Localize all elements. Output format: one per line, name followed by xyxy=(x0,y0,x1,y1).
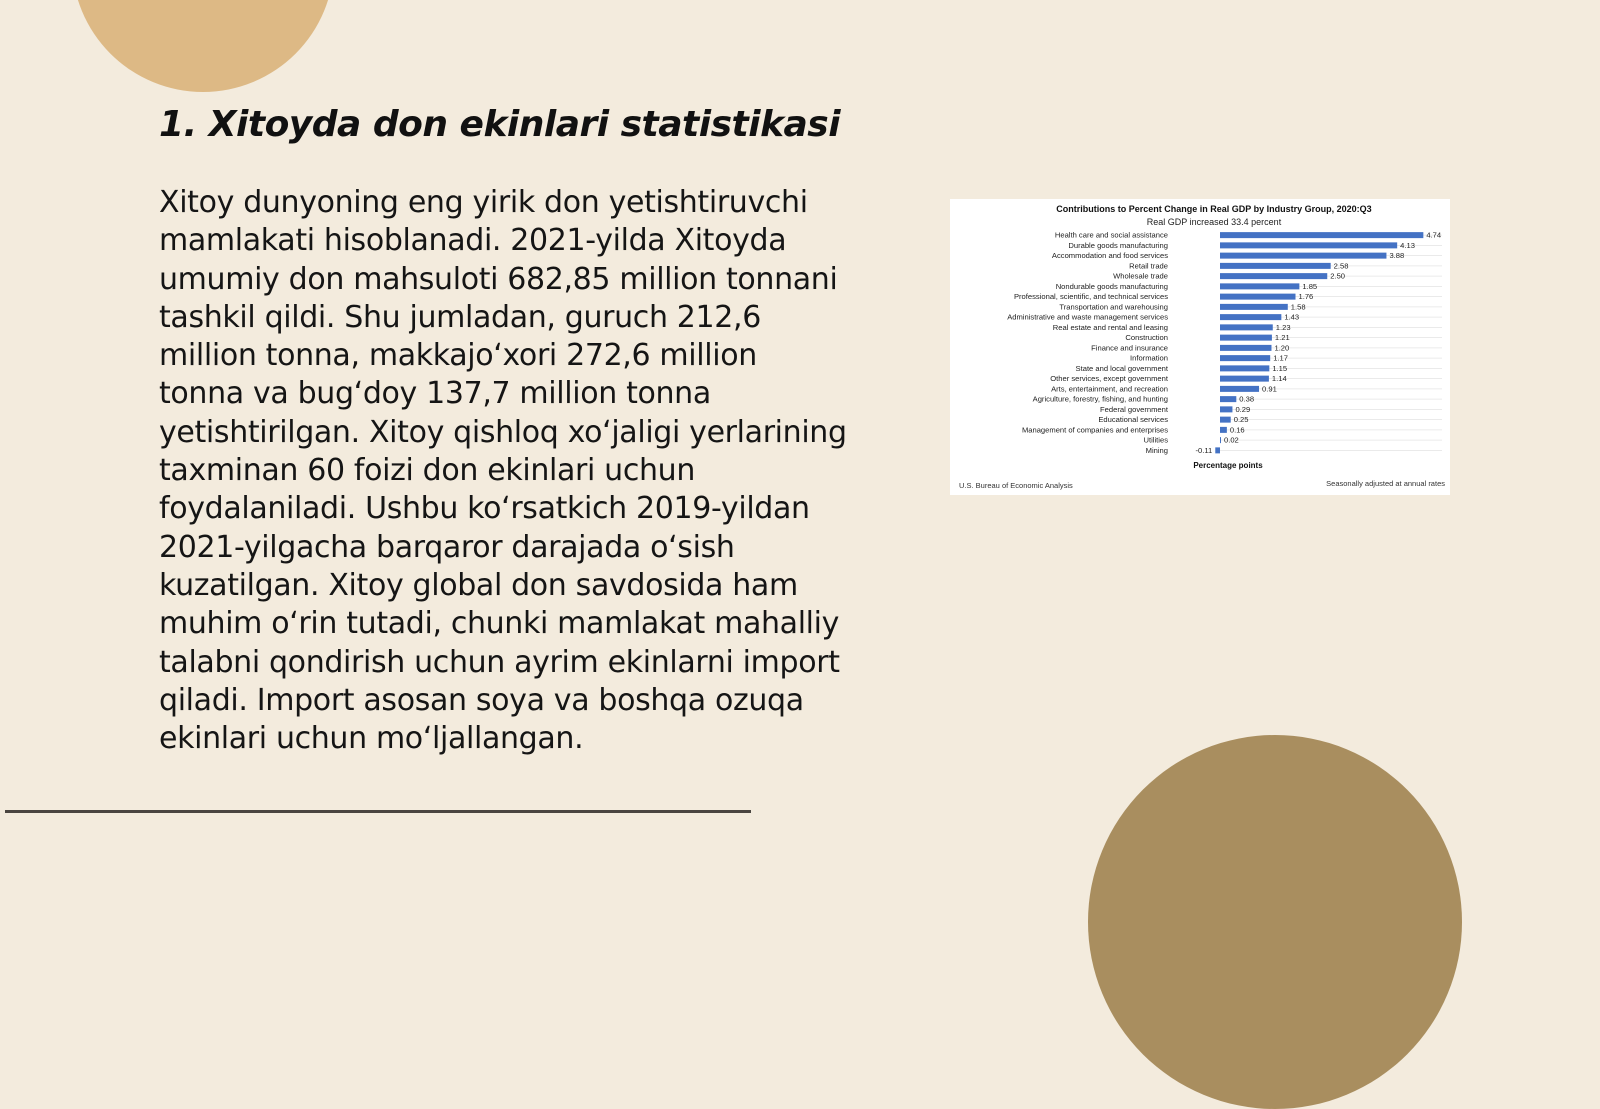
category-label: Real estate and rental and leasing xyxy=(1052,322,1168,332)
category-label: Durable goods manufacturing xyxy=(1068,240,1168,250)
category-label: Agriculture, forestry, fishing, and hunting xyxy=(1032,394,1168,404)
bar-value-label: 0.91 xyxy=(1262,384,1277,394)
bar-value-label: 0.38 xyxy=(1239,394,1255,404)
chart-x-axis-label: Percentage points xyxy=(1193,461,1263,470)
chart-bar xyxy=(1220,345,1271,351)
gdp-bar-chart xyxy=(950,199,1450,495)
decorative-circle-top xyxy=(72,0,334,92)
bar-value-label: 2.58 xyxy=(1333,261,1349,271)
chart-bar xyxy=(1220,376,1269,382)
chart-bar xyxy=(1220,355,1270,361)
category-label: Accommodation and food services xyxy=(1051,251,1168,261)
chart-subtitle: Real GDP increased 33.4 percent xyxy=(1146,217,1282,227)
chart-bar xyxy=(1220,294,1296,300)
category-label: Professional, scientific, and technical services xyxy=(1013,292,1168,302)
category-label: Wholesale trade xyxy=(1113,271,1168,281)
chart-note: Seasonally adjusted at annual rates xyxy=(1326,479,1445,488)
chart-bar xyxy=(1220,417,1231,423)
chart-bar xyxy=(1220,365,1269,371)
bar-value-label: 4.13 xyxy=(1400,240,1415,250)
decorative-circle-bottom xyxy=(1088,735,1462,1109)
chart-bar xyxy=(1220,406,1232,412)
category-label: Transportation and warehousing xyxy=(1059,302,1168,312)
category-label: Educational services xyxy=(1098,415,1168,425)
category-label: Management of companies and enterprises xyxy=(1021,425,1168,435)
chart-bar xyxy=(1220,427,1227,433)
bar-value-label: 1.43 xyxy=(1284,312,1300,322)
bar-value-label: 1.85 xyxy=(1302,281,1318,291)
chart-bar xyxy=(1220,437,1221,443)
category-label: Nondurable goods manufacturing xyxy=(1055,281,1168,291)
slide-title: 1. Xitoyda don ekinlari statistikasi xyxy=(159,104,841,145)
chart-bar xyxy=(1220,324,1273,330)
chart-bar xyxy=(1220,283,1299,289)
bar-value-label: -0.11 xyxy=(1195,445,1213,455)
chart-source: U.S. Bureau of Economic Analysis xyxy=(959,481,1073,490)
category-label: Other services, except government xyxy=(1050,374,1168,384)
bar-value-label: 1.15 xyxy=(1272,363,1288,373)
category-label: Retail trade xyxy=(1129,261,1168,271)
bar-value-label: 0.25 xyxy=(1233,415,1249,425)
bar-value-label: 0.29 xyxy=(1235,404,1251,414)
chart-bar xyxy=(1215,447,1220,453)
category-label: Administrative and waste management services xyxy=(1007,312,1168,322)
category-label: Arts, entertainment, and recreation xyxy=(1051,384,1168,394)
category-label: Federal government xyxy=(1100,404,1168,414)
category-label: Finance and insurance xyxy=(1091,343,1168,353)
category-label: Construction xyxy=(1125,333,1168,343)
bar-value-label: 4.74 xyxy=(1426,230,1442,240)
bar-value-label: 0.16 xyxy=(1229,425,1245,435)
chart-title: Contributions to Percent Change in Real GDP by Industry Group, 2020:Q3 xyxy=(1056,204,1372,214)
bar-value-label: 1.23 xyxy=(1275,322,1291,332)
chart-bar xyxy=(1220,396,1236,402)
chart-bar xyxy=(1220,232,1423,238)
bar-value-label: 2.50 xyxy=(1330,271,1346,281)
chart-bar xyxy=(1220,304,1288,310)
divider-line xyxy=(5,810,751,813)
chart-bar xyxy=(1220,335,1272,341)
chart-bar xyxy=(1220,242,1397,248)
bar-value-label: 1.17 xyxy=(1273,353,1288,363)
slide-body-text: Xitoy dunyoning eng yirik don yetishtiruvchi mamlakati hisoblanadi. 2021-yilda Xitoyda umumiy don mahsuloti 682,85 million tonnani tashkil qildi. Shu jumladan, guruch 212,6 million tonna, makkajo‘xori 272,6 million tonna va bug‘doy 137,7 million tonna yetishtirilgan. Xitoy qishloq xo‘jaligi yerlarining taxminan 60 foizi don ekinlari uchun foydalaniladi. Ushbu ko‘rsatkich 2019-yildan 2021-yilgacha barqaror darajada o‘sish kuzatilgan. Xitoy global don savdosida ham muhim o‘rin tutadi, chunki mamlakat mahalliy talabni qondirish uchun ayrim ekinlarni import qiladi. Import asosan soya va boshqa ozuqa ekinlari uchun mo‘ljallangan. xyxy=(159,185,847,757)
chart-bar xyxy=(1220,314,1281,320)
bar-value-label: 1.14 xyxy=(1271,374,1287,384)
bar-value-label: 0.02 xyxy=(1224,435,1239,445)
bar-value-label: 1.76 xyxy=(1298,292,1314,302)
bar-value-label: 3.88 xyxy=(1389,251,1405,261)
chart-bar xyxy=(1220,386,1259,392)
bar-value-label: 1.20 xyxy=(1274,343,1290,353)
category-label: Information xyxy=(1130,353,1168,363)
category-label: Mining xyxy=(1145,445,1168,455)
category-label: Health care and social assistance xyxy=(1054,230,1168,240)
chart-bar xyxy=(1220,253,1386,259)
chart-bar xyxy=(1220,263,1331,269)
bar-value-label: 1.58 xyxy=(1290,302,1306,312)
gdp-chart-image xyxy=(950,199,1450,495)
chart-bar xyxy=(1220,273,1327,279)
bar-value-label: 1.21 xyxy=(1274,333,1290,343)
category-label: State and local government xyxy=(1075,363,1168,373)
category-label: Utilities xyxy=(1143,435,1168,445)
